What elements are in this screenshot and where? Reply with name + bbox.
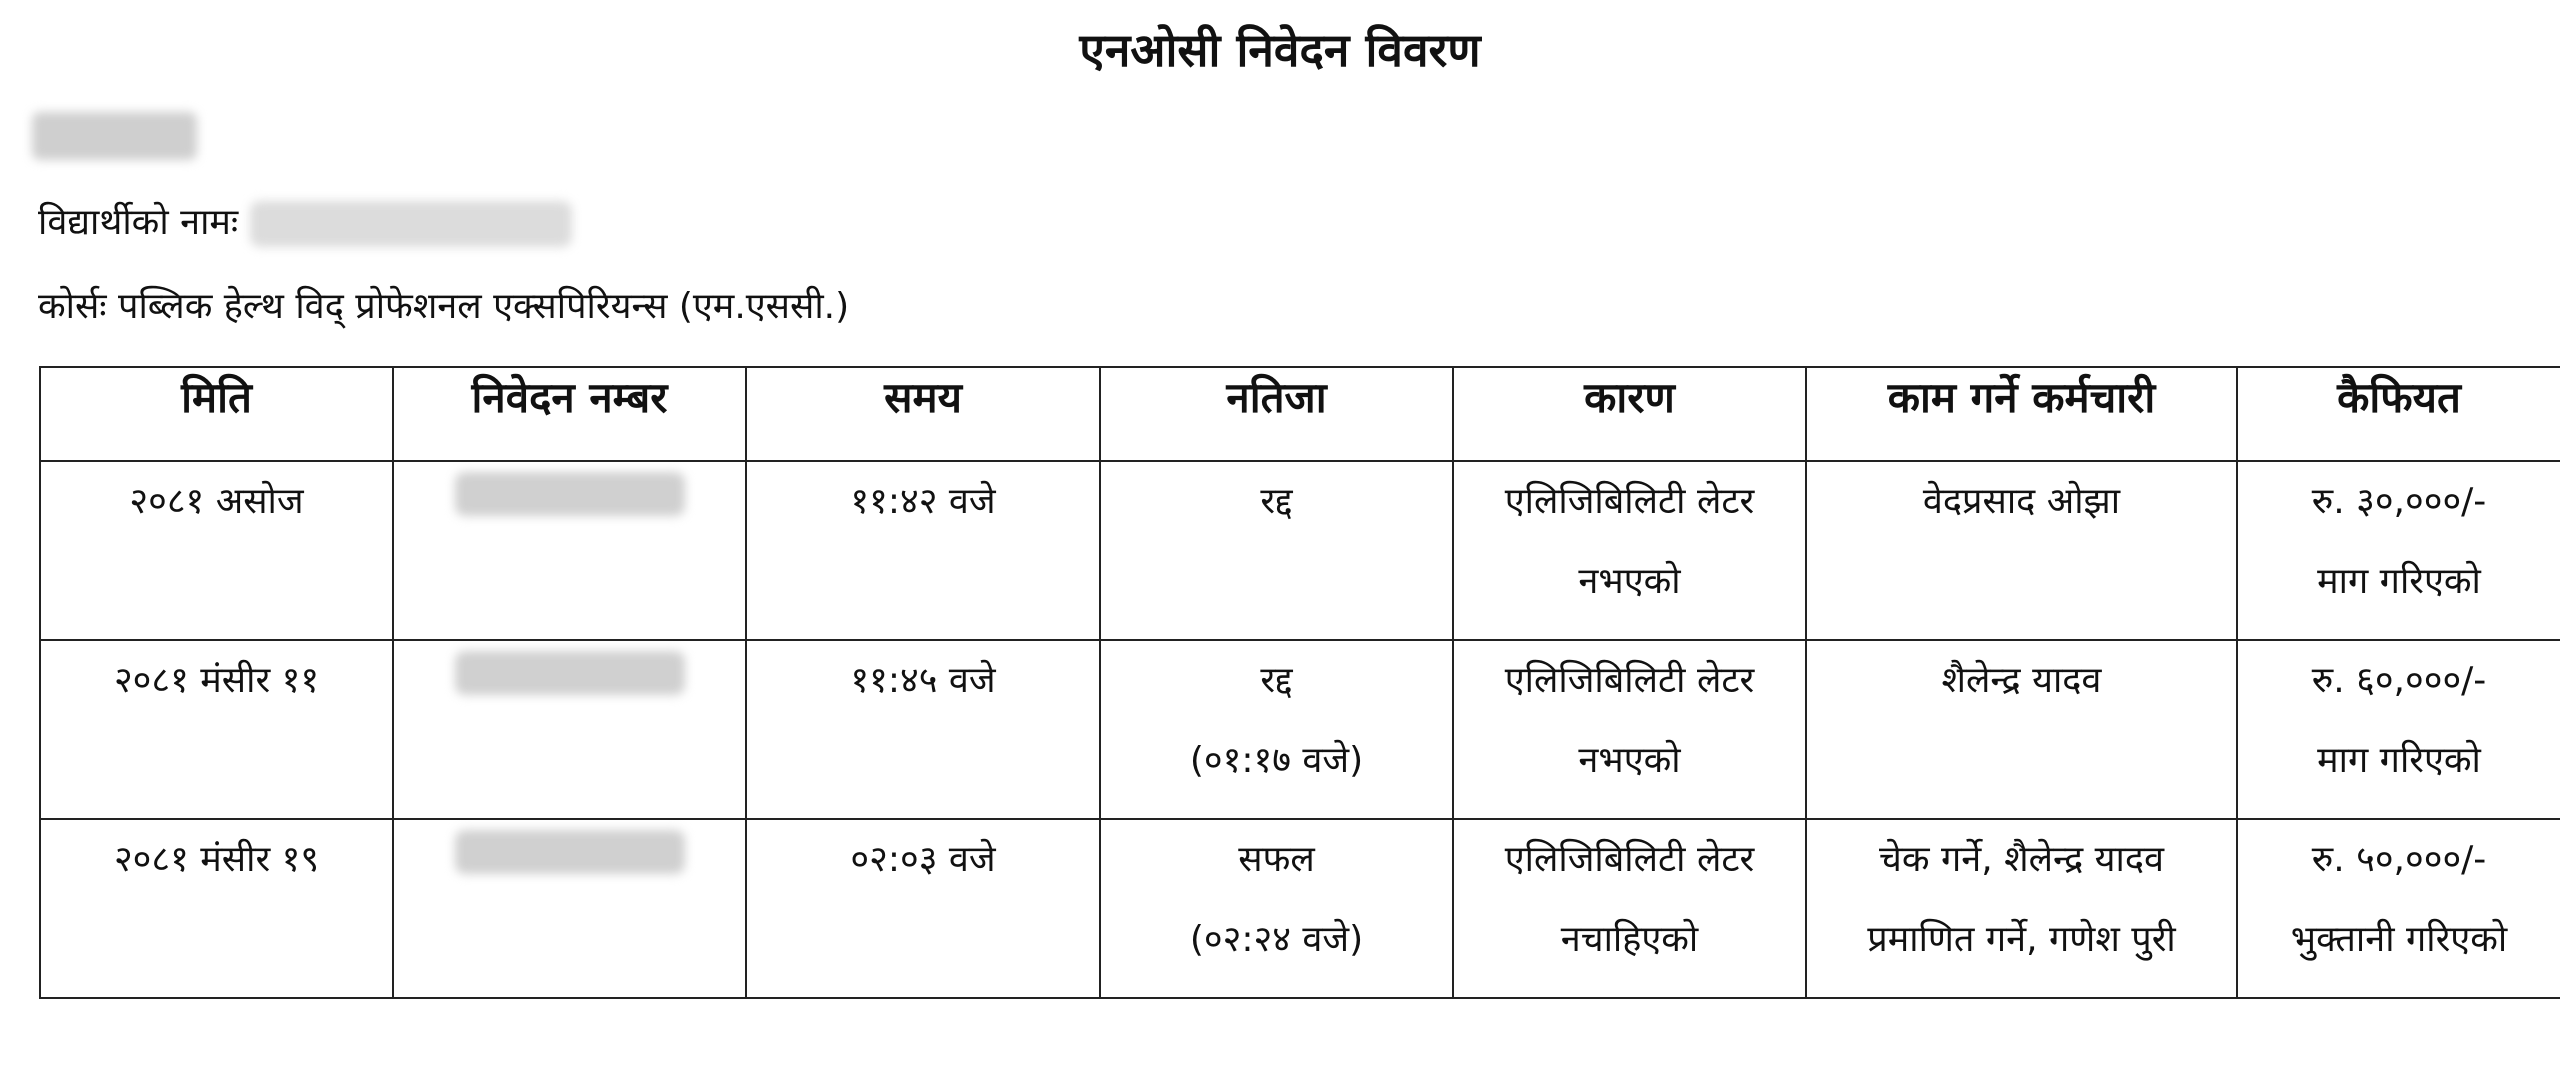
staff-text: चेक गर्ने, शैलेन्द्र यादव: [1879, 839, 2164, 880]
cell-result: [1100, 461, 1453, 640]
reason-text: नभएको: [1578, 561, 1681, 602]
cell-remarks: [2237, 461, 2560, 640]
time-text: ११:४२ वजे: [850, 481, 996, 522]
staff-text: शैलेन्द्र यादव: [1941, 660, 2102, 701]
cell-reason: [1453, 640, 1806, 819]
result-time-text: (०१:१७ वजे): [1189, 740, 1364, 781]
remarks-text: माग गरिएको: [2317, 561, 2481, 602]
result-text: सफल: [1238, 839, 1315, 880]
cell-staff: [1806, 819, 2237, 998]
course-line: कोर्सः पब्लिक हेल्थ विद् प्रोफेशनल एक्सपिरियन्स (एम.एससी.): [38, 286, 850, 327]
header-result: नतिजा: [1100, 367, 1453, 461]
cell-result: [1100, 640, 1453, 819]
table-row: [40, 640, 2560, 819]
cell-remarks: [2237, 640, 2560, 819]
header-application-number: निवेदन नम्बर: [393, 367, 746, 461]
reason-text: एलिजिबिलिटी लेटर: [1504, 481, 1755, 522]
noc-application-table: [39, 366, 2560, 999]
remarks-text: माग गरिएको: [2317, 740, 2481, 781]
reason-text: एलिजिबिलिटी लेटर: [1504, 839, 1755, 880]
document-title: एनओसी निवेदन विवरण: [1079, 23, 1481, 77]
student-name-label: विद्यार्थीको नामः: [38, 202, 239, 243]
redacted-application-number: [455, 830, 685, 874]
staff-text: प्रमाणित गर्ने, गणेश पुरी: [1867, 919, 2176, 960]
reason-text: एलिजिबिलिटी लेटर: [1504, 660, 1755, 701]
cell-time: [746, 819, 1100, 998]
cell-staff: [1806, 640, 2237, 819]
cell-time: [746, 461, 1100, 640]
table-row: [40, 461, 2560, 640]
date-text: २०८१ मंसीर १९: [113, 839, 320, 880]
result-time-text: (०२:२४ वजे): [1189, 919, 1364, 960]
remarks-text: रु. ५०,०००/-: [2311, 839, 2487, 880]
cell-date: [40, 461, 393, 640]
remarks-text: रु. ३०,०००/-: [2311, 481, 2487, 522]
reason-text: नभएको: [1578, 740, 1681, 781]
header-remarks: कैफियत: [2237, 367, 2560, 461]
date-text: २०८१ मंसीर ११: [113, 660, 320, 701]
header-time: समय: [746, 367, 1100, 461]
result-text: रद्द: [1260, 481, 1293, 522]
student-name-line: [38, 198, 572, 248]
redacted-application-number: [455, 651, 685, 695]
header-staff: काम गर्ने कर्मचारी: [1806, 367, 2237, 461]
cell-staff: [1806, 461, 2237, 640]
result-text: रद्द: [1260, 660, 1293, 701]
table-header-row: [40, 367, 2560, 461]
cell-date: [40, 640, 393, 819]
cell-time: [746, 640, 1100, 819]
time-text: ०२:०३ वजे: [850, 839, 996, 880]
cell-application-number: [393, 819, 746, 998]
cell-application-number: [393, 461, 746, 640]
cell-result: [1100, 819, 1453, 998]
table-row: [40, 819, 2560, 998]
cell-reason: [1453, 819, 1806, 998]
cell-remarks: [2237, 819, 2560, 998]
cell-date: [40, 819, 393, 998]
date-text: २०८१ असोज: [129, 481, 304, 522]
header-reason: कारण: [1453, 367, 1806, 461]
remarks-text: रु. ६०,०००/-: [2311, 660, 2487, 701]
time-text: ११:४५ वजे: [850, 660, 996, 701]
redacted-student-name: [250, 201, 572, 247]
staff-text: वेदप्रसाद ओझा: [1922, 481, 2121, 522]
redacted-id-block: [32, 112, 197, 160]
cell-application-number: [393, 640, 746, 819]
remarks-text: भुक्तानी गरिएको: [2290, 919, 2508, 960]
header-date: मिति: [40, 367, 393, 461]
redacted-application-number: [455, 472, 685, 516]
cell-reason: [1453, 461, 1806, 640]
reason-text: नचाहिएको: [1560, 919, 1699, 960]
